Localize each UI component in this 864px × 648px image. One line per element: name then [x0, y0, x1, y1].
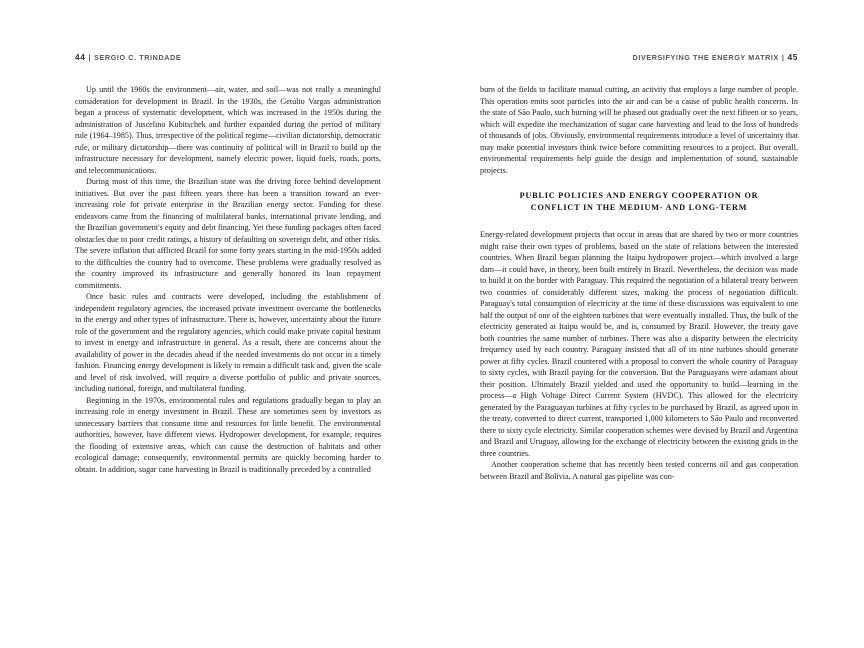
left-text-column [75, 84, 381, 475]
left-running-head [75, 52, 181, 62]
section-heading-line: PUBLIC POLICIES AND ENERGY COOPERATION OR [519, 191, 759, 200]
chapter-title: DIVERSIFYING THE ENERGY MATRIX [632, 53, 779, 62]
running-head-separator: | [88, 53, 92, 62]
carryover-paragraph: burn of the fields to facilitate manual cutting, an activity that employs a large number of people. This operation emits soot particles into the air and can be a cause of public health concerns. In the state of São Paulo, such burning will be phased out gradually over the next fifteen or so years, which will expedite the mechanization of sugar cane harvesting and lead to the loss of hundreds of thousands of jobs. Obviously, environmental requirements introduce a level of uncertainty that may make potential investors think twice before committing resources to a project. But overall, environmental requirements help guide the design and implementation of sound, sustainable projects. [480, 85, 798, 175]
body-paragraph: Once basic rules and contracts were developed, including the establishment of independent regulatory agencies, the increased private investment overcame the bottlenecks in the energy and other types of infrastructure. There is, however, uncertainty about the future role of the government and the regulatory agencies, which could make private capital hesitant to invest in energy and infrastructure in general. As a result, there are concerns about the availability of power in the decades ahead if the needed investments do not occur in a timely fashion. Financing energy development is likely to remain a difficult task and, given the scale and level of risk involved, will require a diverse portfolio of public and private sources, including national, foreign, and multilateral funding. [75, 292, 381, 393]
right-running-head [633, 52, 798, 62]
body-paragraph: During most of this time, the Brazilian state was the driving force behind development initiatives. But over the past fifteen years there has been a transition toward an ever-increasing role for private enterprise in the Brazilian energy sector. Funding for these endeavors came from the financing of multilateral banks, international private lending, and the Brazilian government's equity and debt financing. Yet these funding packages often faced obstacles due to poor credit ratings, a history of defaulting on sovereign debt, and other risks. The severe inflation that afflicted Brazil for some forty years starting in the mid-1950s added to the difficulties the country had to overcome. These problems were gradually resolved as the country improved its infrastructure and generally honored its loan repayment commitments. [75, 177, 381, 290]
author-name: SERGIO C. TRINDADE [94, 53, 182, 62]
right-page-number: 45 [787, 52, 798, 62]
running-head-separator: | [781, 53, 785, 62]
right-text-column [480, 84, 798, 482]
section-heading-line: CONFLICT IN THE MEDIUM- AND LONG-TERM [530, 203, 748, 212]
left-page-number: 44 [75, 52, 86, 62]
body-paragraph: Beginning in the 1970s, environmental rules and regulations gradually began to play an increasing role in energy investment in Brazil. These are sometimes seen by investors as unnecessary barriers that consume time and resources for little benefit. The environmental authorities, however, have different views. Hydropower development, for example, requires the flooding of extensive areas, which can cause the destruction of habitats and other ecological damage; consequently, environmental permits are quickly becoming harder to obtain. In addition, sugar cane harvesting in Brazil is traditionally preceded by a controlled [75, 395, 381, 474]
right-page [432, 0, 864, 648]
section-heading [480, 190, 798, 214]
body-paragraph: Another cooperation scheme that has recently been tested concerns oil and gas cooperation between Brazil and Bolivia. A natural gas pipeline was con- [480, 460, 798, 481]
body-paragraph: Energy-related development projects that occur in areas that are shared by two or more countries might raise their own types of problems, based on the state of relations between the interested countries. When Brazil began planning the Itaipu hydropower project—which involved a large dam—it could have, in theory, been built entirely in Brazil. Nevertheless, the decision was made to build it on the border with Paraguay. This required the negotiation of a bilateral treaty between two countries of considerably different sizes, making the process of negotiation difficult. Paraguay's total consumption of electricity at the time of these discussions was equivalent to one half the output of one of the eighteen turbines that were eventually installed. Thus, the bulk of the electricity generated at Itaipu would be, and is, consumed by Brazil. However, the treaty gave both countries the same number of turbines. There was also a disparity between the electricity frequency used by each country. Paraguay insisted that all of its nine turbines should generate power at fifty cycles. Brazil countered with a proposal to convert the whole country of Paraguay to sixty cycles, with Brazil paying for the conversion. But the Paraguayans were adamant about their position. Ultimately Brazil yielded and used the opportunity to build—learning in the process—a High Voltage Direct Current System (HVDC). This allowed for the electricity generated by the Paraguayan turbines at fifty cycles to be purchased by Brazil, as agreed upon in the treaty, converted to direct current, transported 1,000 kilometers to São Paulo and reconverted there to sixty cycle electricity. Similar cooperation schemes were devised by Brazil and Argentina and Brazil and Uruguay, allowing for the exchange of electricity between the existing grids in the three countries. [480, 230, 798, 458]
body-paragraph: Up until the 1960s the environment—air, water, and soil—was not really a meaningful consideration for development in Brazil. In the 1930s, the Getúlio Vargas administration began a process of systematic development, which was increased in the 1950s during the administration of Juscelino Kubitschek and further expanded during the period of military rule (1964–1985). Thus, irrespective of the political regime—civilian dictatorship, democratic rule, or military dictatorship—there was continuity of political will in Brazil to build up the infrastructure necessary for development, namely electric power, liquid fuels, roads, ports, and telecommunications. [75, 85, 381, 175]
